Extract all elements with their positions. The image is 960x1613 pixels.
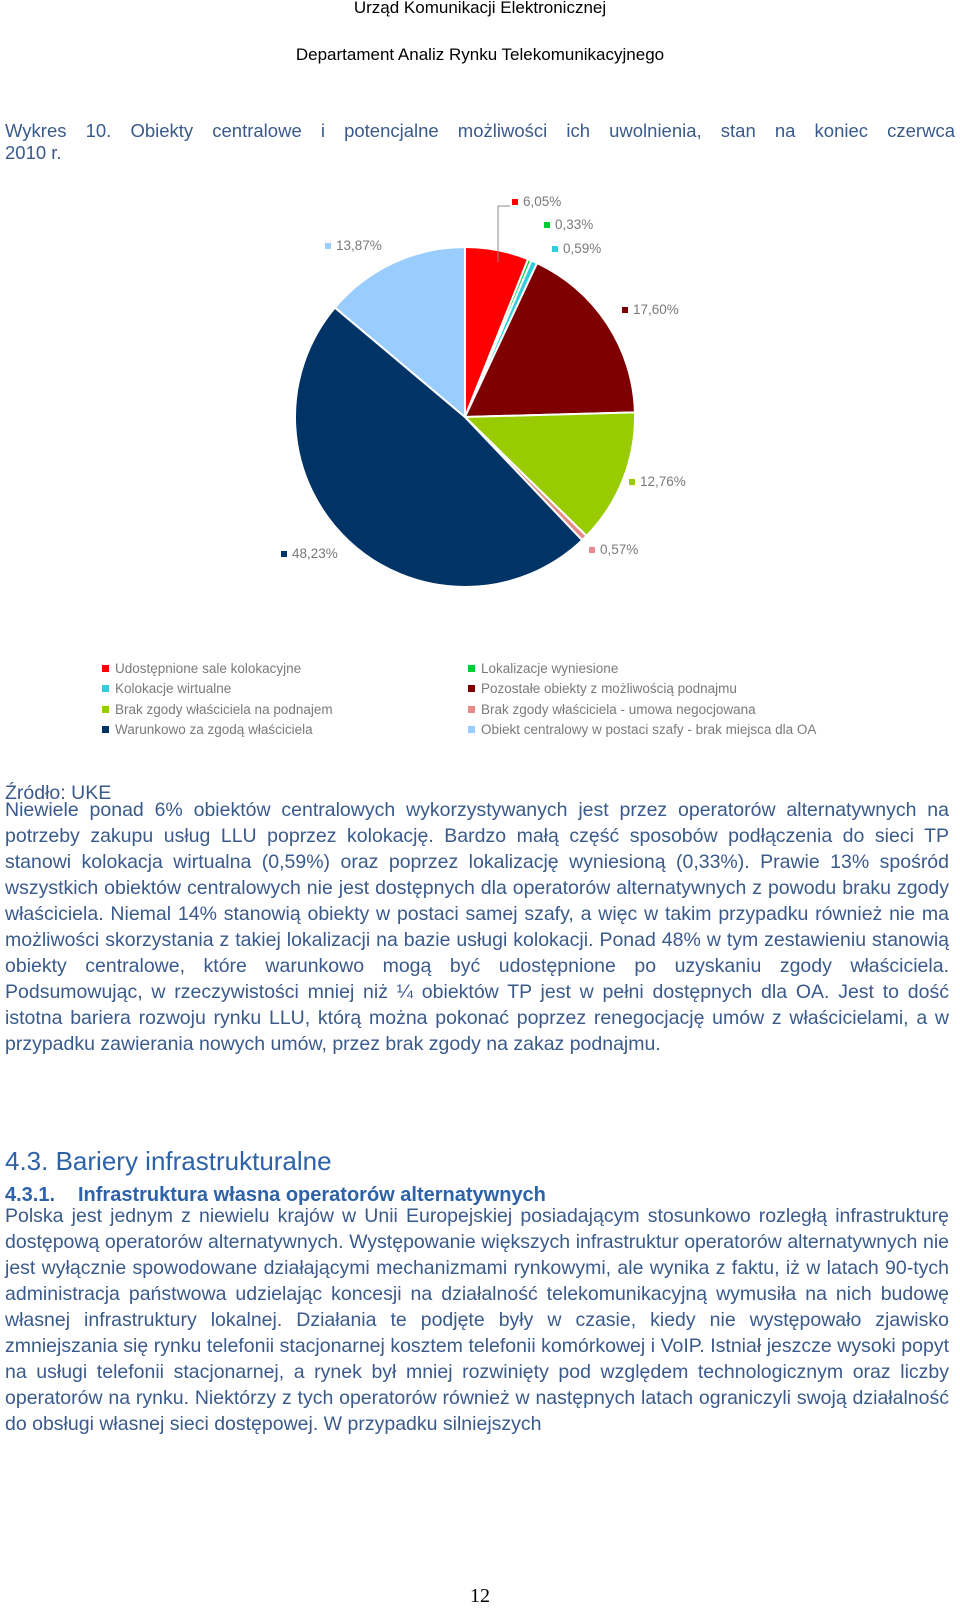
subsection-title: Infrastruktura własna operatorów alternatywnych: [78, 1184, 546, 1206]
legend-label: Lokalizacje wyniesione: [481, 661, 619, 676]
legend-item: [468, 661, 618, 676]
legend-item: [468, 702, 756, 717]
legend-swatch: [468, 685, 475, 692]
section-heading-4-3: 4.3. Bariery infrastrukturalne: [5, 1146, 332, 1176]
figure-caption: Wykres 10. Obiekty centralowe i potencjalne możliwości ich uwolnienia, stan na koniec czerwca: [5, 120, 955, 141]
legend-label: Brak zgody właściciela na podnajem: [115, 701, 333, 717]
pie-chart: [0, 190, 960, 660]
legend-label: Udostępnione sale kolokacyjne: [115, 661, 302, 676]
data-label-marker: [325, 243, 331, 249]
body-paragraph-llu: Niewiele ponad 6% obiektów centralowych wykorzystywanych jest przez operatorów alternatywnych na potrzeby zakupu usług LLU poprzez kolokację. Bardzo małą część sposobów podłączenia do sieci TP stanowi kolokacja wirtualna (0,59%) oraz poprzez lokalizację wyniesioną (0,33%). Prawie 13% spośród wszystkich obiektów centralowych nie jest dostępnych dla operatorów alternatywnych z powodu braku zgody właściciela. Niemal 14% stanowią obiekty w postaci samej szafy, a więc w takim przypadku również nie ma możliwości skorzystania z takiej lokalizacji na bazie usługi kolokacji. Ponad 48% w tym zestawieniu stanowią obiekty centralowe, które warunkowo mogą być udostępnione po uzyskaniu zgody właściciela. Podsumowując, w rzeczywistości mniej niż ¼ obiektów TP jest w pełni dostępnych dla OA. Jest to dość istotna bariera rozwoju rynku LLU, którą można pokonać poprzez renegocjację umów z właścicielami, a w przypadku zawierania nowych umów, przez brak zgody na zakaz podnajmu.: [5, 799, 949, 1055]
legend-item: [468, 681, 737, 696]
legend-swatch: [102, 665, 109, 672]
data-label: 6,05%: [523, 194, 562, 209]
legend-swatch: [102, 706, 109, 713]
data-label: 0,59%: [563, 241, 602, 256]
legend-label: Pozostałe obiekty z możliwością podnajmu: [481, 681, 737, 697]
legend-item: [102, 702, 333, 717]
data-label-marker: [544, 222, 550, 228]
legend-label: Brak zgody właściciela - umowa negocjowana: [481, 701, 756, 717]
data-label-marker: [622, 307, 628, 313]
data-label: 0,33%: [555, 217, 594, 232]
legend-item: [102, 722, 313, 737]
legend-swatch: [102, 726, 109, 733]
data-label-marker: [552, 246, 558, 252]
subsection-number: 4.3.1.: [5, 1184, 56, 1206]
page-number: 12: [470, 1585, 490, 1607]
data-label: 13,87%: [336, 238, 382, 253]
legend-label: Obiekt centralowy w postaci szafy - brak miejsca dla OA: [481, 721, 817, 737]
legend-label: Warunkowo za zgodą właściciela: [115, 721, 313, 737]
legend-swatch: [102, 685, 109, 692]
legend-item: [102, 661, 301, 676]
data-label-marker: [629, 479, 635, 485]
data-label: 17,60%: [633, 302, 679, 317]
legend-item: [102, 681, 231, 696]
pie-slices: [295, 247, 635, 587]
data-label: 48,23%: [292, 546, 338, 561]
legend-item: [468, 722, 816, 737]
document-header-office: Urząd Komunikacji Elektronicznej: [353, 0, 607, 17]
body-paragraph-infrastructure: Polska jest jednym z niewielu krajów w Unii Europejskiej posiadającym stosunkowo rozległą infrastrukturę dostępową operatorów alternatywnych. Występowanie większych infrastruktur operatorów alternatywnych nie jest wyłącznie spowodowane działającymi mechanizmami rynkowymi, ale wynika z faktu, iż w latach 90-tych administracja państwowa udzielając koncesji na działalność telekomunikacyjną wymusiła na nich budowę własnej infrastruktury lokalnej. Działania te podjęte były w czasie, kiedy nie występowało zjawisko zmniejszania się rynku telefonii stacjonarnej kosztem telefonii komórkowej i VoIP. Istniał jeszcze wysoki popyt na usługi telefonii stacjonarnej, a rynek był mniej rozwinięty pod względem technologicznym oraz liczby operatorów na rynku. Niektórzy z tych operatorów również w następnych latach ograniczyli swoją działalność do obsługi własnej sieci dostępowej. W przypadku silniejszych: [5, 1205, 949, 1435]
data-label-marker: [281, 551, 287, 557]
legend-swatch: [468, 665, 475, 672]
figure-caption-continued: 2010 r.: [5, 142, 62, 163]
legend-swatch: [468, 726, 475, 733]
legend-label: Kolokacje wirtualne: [115, 681, 232, 697]
data-label-marker: [589, 547, 595, 553]
data-label: 12,76%: [640, 474, 686, 489]
data-label-marker: [512, 199, 518, 205]
figure-source: Źródło: UKE: [5, 782, 112, 804]
document-header-department: Departament Analiz Rynku Telekomunikacyjnego: [295, 45, 665, 64]
data-label: 0,57%: [600, 542, 639, 557]
legend-swatch: [468, 706, 475, 713]
